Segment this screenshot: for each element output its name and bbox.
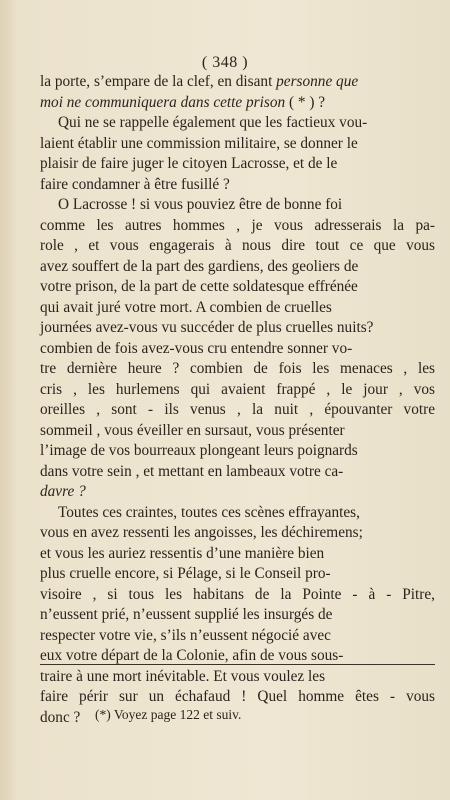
text-line [40, 195, 435, 216]
text-line [40, 544, 435, 565]
page-number: ( 348 ) [201, 54, 249, 71]
text-line-content: tre dernière heure ? combien de fois les menaces , les [40, 360, 435, 377]
text-line-content: O Lacrosse ! si vous pouviez être de bonne foi [58, 196, 343, 213]
text-line-content: sommeil , vous éveiller en sursaut, vous présenter [40, 421, 345, 439]
text-line-after: ( * ) ? [285, 93, 326, 111]
text-line-content: cris , les hurlemens qui avaient frappé , le jour , vos [40, 380, 435, 398]
text-line-content: l’image de vos bourreaux plongeant leurs poignards [40, 442, 358, 459]
text-line-content: visoire , si tous les habitans de la Pointe - à - Pitre, [40, 585, 435, 603]
text-line-content: Qui ne se rappelle également que les factieux vou- [58, 114, 368, 131]
text-line-content: respecter votre vie, s’ils n’eussent négocié avec [40, 626, 331, 644]
text-line-content: role , et vous engagerais à nous dire tout ce que vous [40, 237, 435, 254]
text-line [40, 503, 435, 524]
text-line-content: eux votre départ de la Colonie, afin de vous sous- [40, 647, 344, 664]
text-line-content: avez souffert de la part des gardiens, des geoliers de [40, 257, 359, 275]
text-line [40, 72, 435, 93]
text-line [40, 154, 435, 175]
text-line [40, 462, 435, 483]
text-line [40, 236, 435, 257]
text-line-content: plus cruelle encore, si Pélage, si le Conseil pro- [40, 565, 331, 582]
text-line [40, 318, 435, 339]
text-line [40, 687, 435, 708]
text-line-italic: moi ne communiquera dans cette prison [40, 93, 286, 111]
text-line-content: dans votre sein , et mettant en lambeaux votre ca- [40, 462, 344, 480]
text-line-content: vous en avez ressenti les angoisses, les déchiremens; [40, 524, 363, 541]
text-line-content: n’eussent prié, n’eussent supplié les insurgés de [40, 606, 333, 623]
text-line-content: faire condamner à être fusillé ? [40, 175, 230, 193]
text-line-content: donc ? [40, 708, 81, 726]
text-line-content: journées avez-vous vu succéder de plus cruelles nuits? [40, 319, 374, 336]
text-line [40, 93, 435, 114]
text-line [40, 585, 435, 606]
text-line-italic: davre ? [40, 483, 86, 500]
text-line [40, 441, 435, 462]
text-line [40, 134, 435, 155]
text-line [40, 339, 435, 360]
text-line [40, 359, 435, 380]
text-line-content: oreilles , sont - ils venus , la nuit , épouvanter votre [40, 401, 435, 418]
text-line [40, 482, 435, 503]
text-line [40, 216, 435, 237]
text-line [40, 626, 435, 647]
text-line-italic: personne que [276, 73, 359, 90]
text-line [40, 400, 435, 421]
text-line [40, 667, 435, 688]
footnote: (*) Voyez page 122 et suiv. [95, 707, 242, 722]
text-line [40, 277, 435, 298]
text-line [40, 421, 435, 442]
body-text [40, 72, 435, 728]
text-line-content: qui avait juré votre mort. A combien de cruelles [40, 298, 332, 316]
text-line [40, 564, 435, 585]
footnote-rule [40, 664, 435, 665]
text-line-content: comme les autres hommes , je vous adresserais la pa- [40, 216, 435, 234]
text-line-content: traire à une mort inévitable. Et vous voulez les [40, 667, 326, 685]
text-line-content: plaisir de faire juger le citoyen Lacrosse, et de le [40, 155, 338, 172]
text-line-content: votre prison, de la part de cette soldatesque effrénée [40, 278, 358, 295]
text-line [40, 257, 435, 278]
text-line [40, 298, 435, 319]
text-line [40, 523, 435, 544]
text-line [40, 175, 435, 196]
text-line-content: faire périr sur un échafaud ! Quel homme êtes - vous [40, 688, 435, 705]
text-line-content: laient établir une commission militaire, se donner le [40, 134, 358, 152]
text-line-content: combien de fois avez-vous cru entendre sonner vo- [40, 339, 353, 357]
text-line [40, 380, 435, 401]
text-line [40, 113, 435, 134]
text-line-content: Toutes ces craintes, toutes ces scènes effrayantes, [58, 503, 360, 521]
text-line-content: et vous les auriez ressentis d’une manière bien [40, 544, 325, 562]
text-line-content: la porte, s’empare de la clef, en disant [40, 73, 277, 90]
text-line [40, 605, 435, 626]
